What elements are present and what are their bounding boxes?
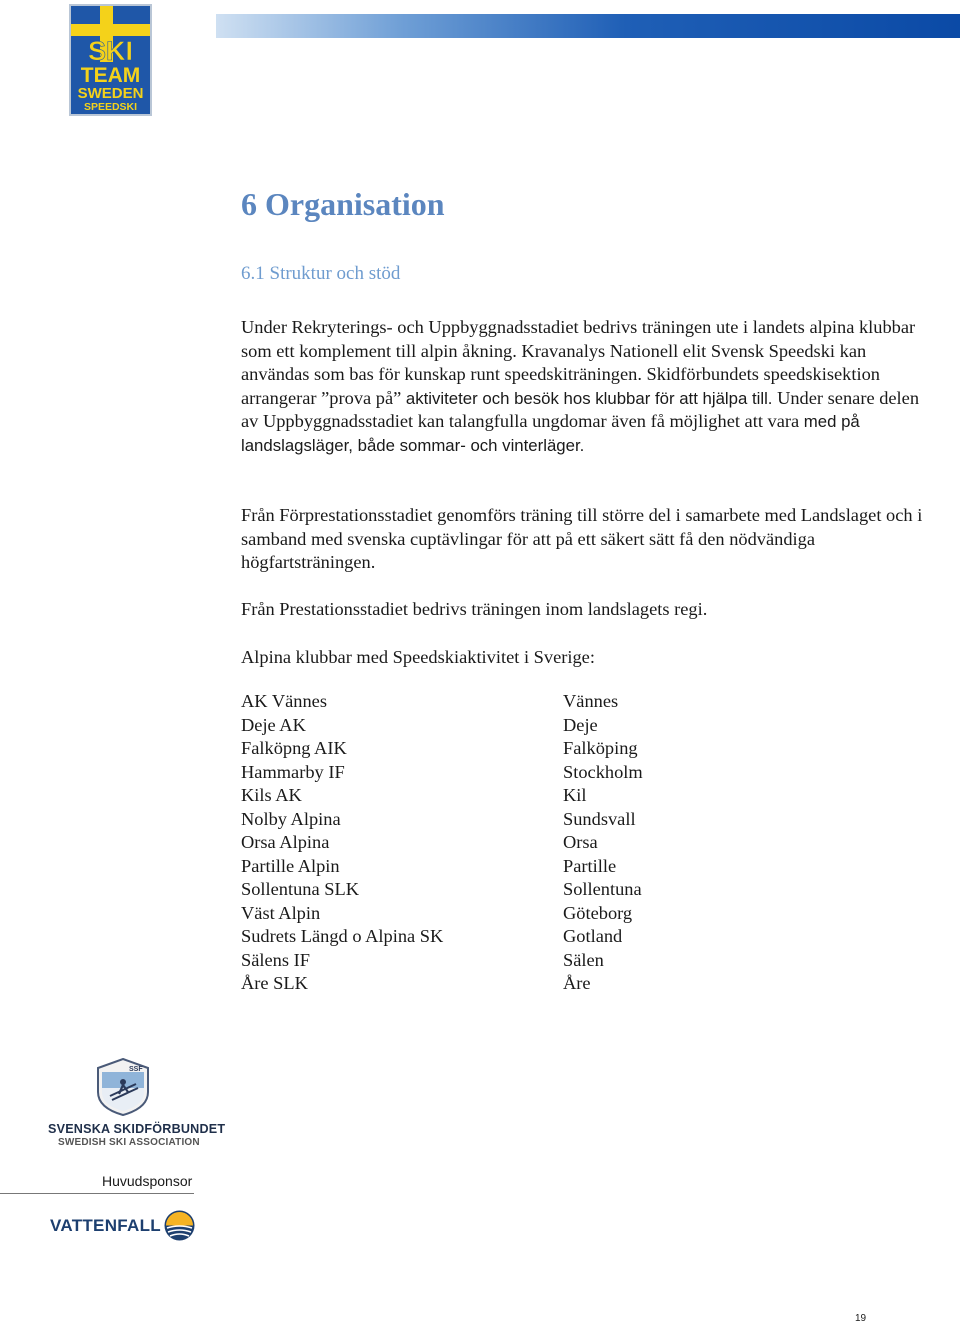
vattenfall-logo-icon	[163, 1209, 196, 1242]
federation-name: SVENSKA SKIDFÖRBUNDET	[48, 1122, 226, 1136]
paragraph-preperformance: Från Förprestationsstadiet genomförs träning till större del i samarbete med Landslaget och i samband med svenska cuptävlingar för att på ett säkert sätt få den nödvändiga högfartsträningen.	[241, 505, 923, 572]
club-place: Falköping	[563, 738, 638, 758]
paragraph-performance: Från Prestationsstadiet bedrivs träningen inom landslagets regi.	[241, 599, 708, 619]
footer-divider	[0, 1193, 194, 1194]
club-name: Väst Alpin	[241, 902, 321, 923]
club-place: Orsa	[563, 832, 598, 852]
club-place: Sälen	[563, 949, 604, 970]
header-bar	[216, 14, 960, 38]
club-place: Partille	[563, 855, 617, 876]
page-title: 6 Organisation	[241, 186, 445, 222]
club-name: Nolby Alpina	[241, 808, 341, 829]
club-place: Stockholm	[563, 761, 643, 782]
club-name: Sudrets Längd o Alpina SK	[241, 926, 444, 946]
sponsor-name: VATTENFALL	[50, 1216, 161, 1235]
club-name: Hammarby IF	[241, 761, 345, 782]
club-name: Åre SLK	[241, 973, 308, 993]
club-place: Åre	[563, 973, 591, 993]
club-place: Gotland	[563, 926, 623, 946]
sponsor-label: Huvudsponsor	[102, 1173, 193, 1189]
club-name: Kils AK	[241, 785, 302, 805]
logo-team-text: TEAM	[80, 64, 141, 87]
logo-speedski-text: SPEEDSKI	[83, 101, 138, 113]
club-place: Sollentuna	[563, 879, 642, 899]
club-name: Sollentuna SLK	[241, 879, 360, 899]
paragraph-text-sans: med på landslagsläger, både sommar- och vinterläger.	[241, 412, 860, 455]
federation-name-english: SWEDISH SKI ASSOCIATION	[58, 1137, 200, 1148]
club-name: Deje AK	[241, 714, 306, 735]
club-name: Falköpng AIK	[241, 738, 347, 758]
ssf-emblem-icon	[96, 1058, 150, 1116]
ski-team-sweden-logo	[69, 4, 152, 116]
club-place: Sundsvall	[563, 808, 636, 829]
club-place: Deje	[563, 714, 598, 735]
club-name-list	[241, 690, 541, 996]
paragraph-text: Under Rekryterings- och Uppbyggnadsstadiet bedrivs träningen ute i landets alpina klubbar som ett komplement till alpin åkning. Kravanalys Nationell elit Svensk Speedski kan användas som bas för kunskap runt speedskiträningen. Skidförbundets speedskisektion arrangerar ”prova på”	[241, 317, 916, 408]
club-name: Partille Alpin	[241, 855, 340, 876]
paragraph-clubs-intro: Alpina klubbar med Speedskiaktivitet i Sverige:	[241, 647, 595, 667]
emblem-text: SSF	[129, 1066, 143, 1073]
paragraph-text-sans: aktiviteter och besök hos klubbar för att hjälpa till.	[405, 388, 773, 408]
club-place-list	[563, 690, 863, 996]
club-place: Kil	[563, 785, 587, 805]
page-number: 19	[855, 1313, 867, 1324]
club-name: Sälens IF	[241, 949, 310, 970]
club-place: Vännes	[563, 691, 619, 711]
club-name: Orsa Alpina	[241, 832, 330, 852]
club-place: Göteborg	[563, 902, 633, 923]
paragraph-structure	[241, 316, 931, 457]
paragraph-text: Under senare delen av Uppbyggnadsstadiet kan talangfulla ungdomar även få möjlighet att vara	[241, 387, 920, 431]
section-subtitle: 6.1 Struktur och stöd	[241, 263, 401, 284]
logo-ski-text: SKI	[87, 36, 134, 66]
logo-sweden-text: SWEDEN	[77, 85, 144, 102]
club-name: AK Vännes	[241, 691, 327, 711]
